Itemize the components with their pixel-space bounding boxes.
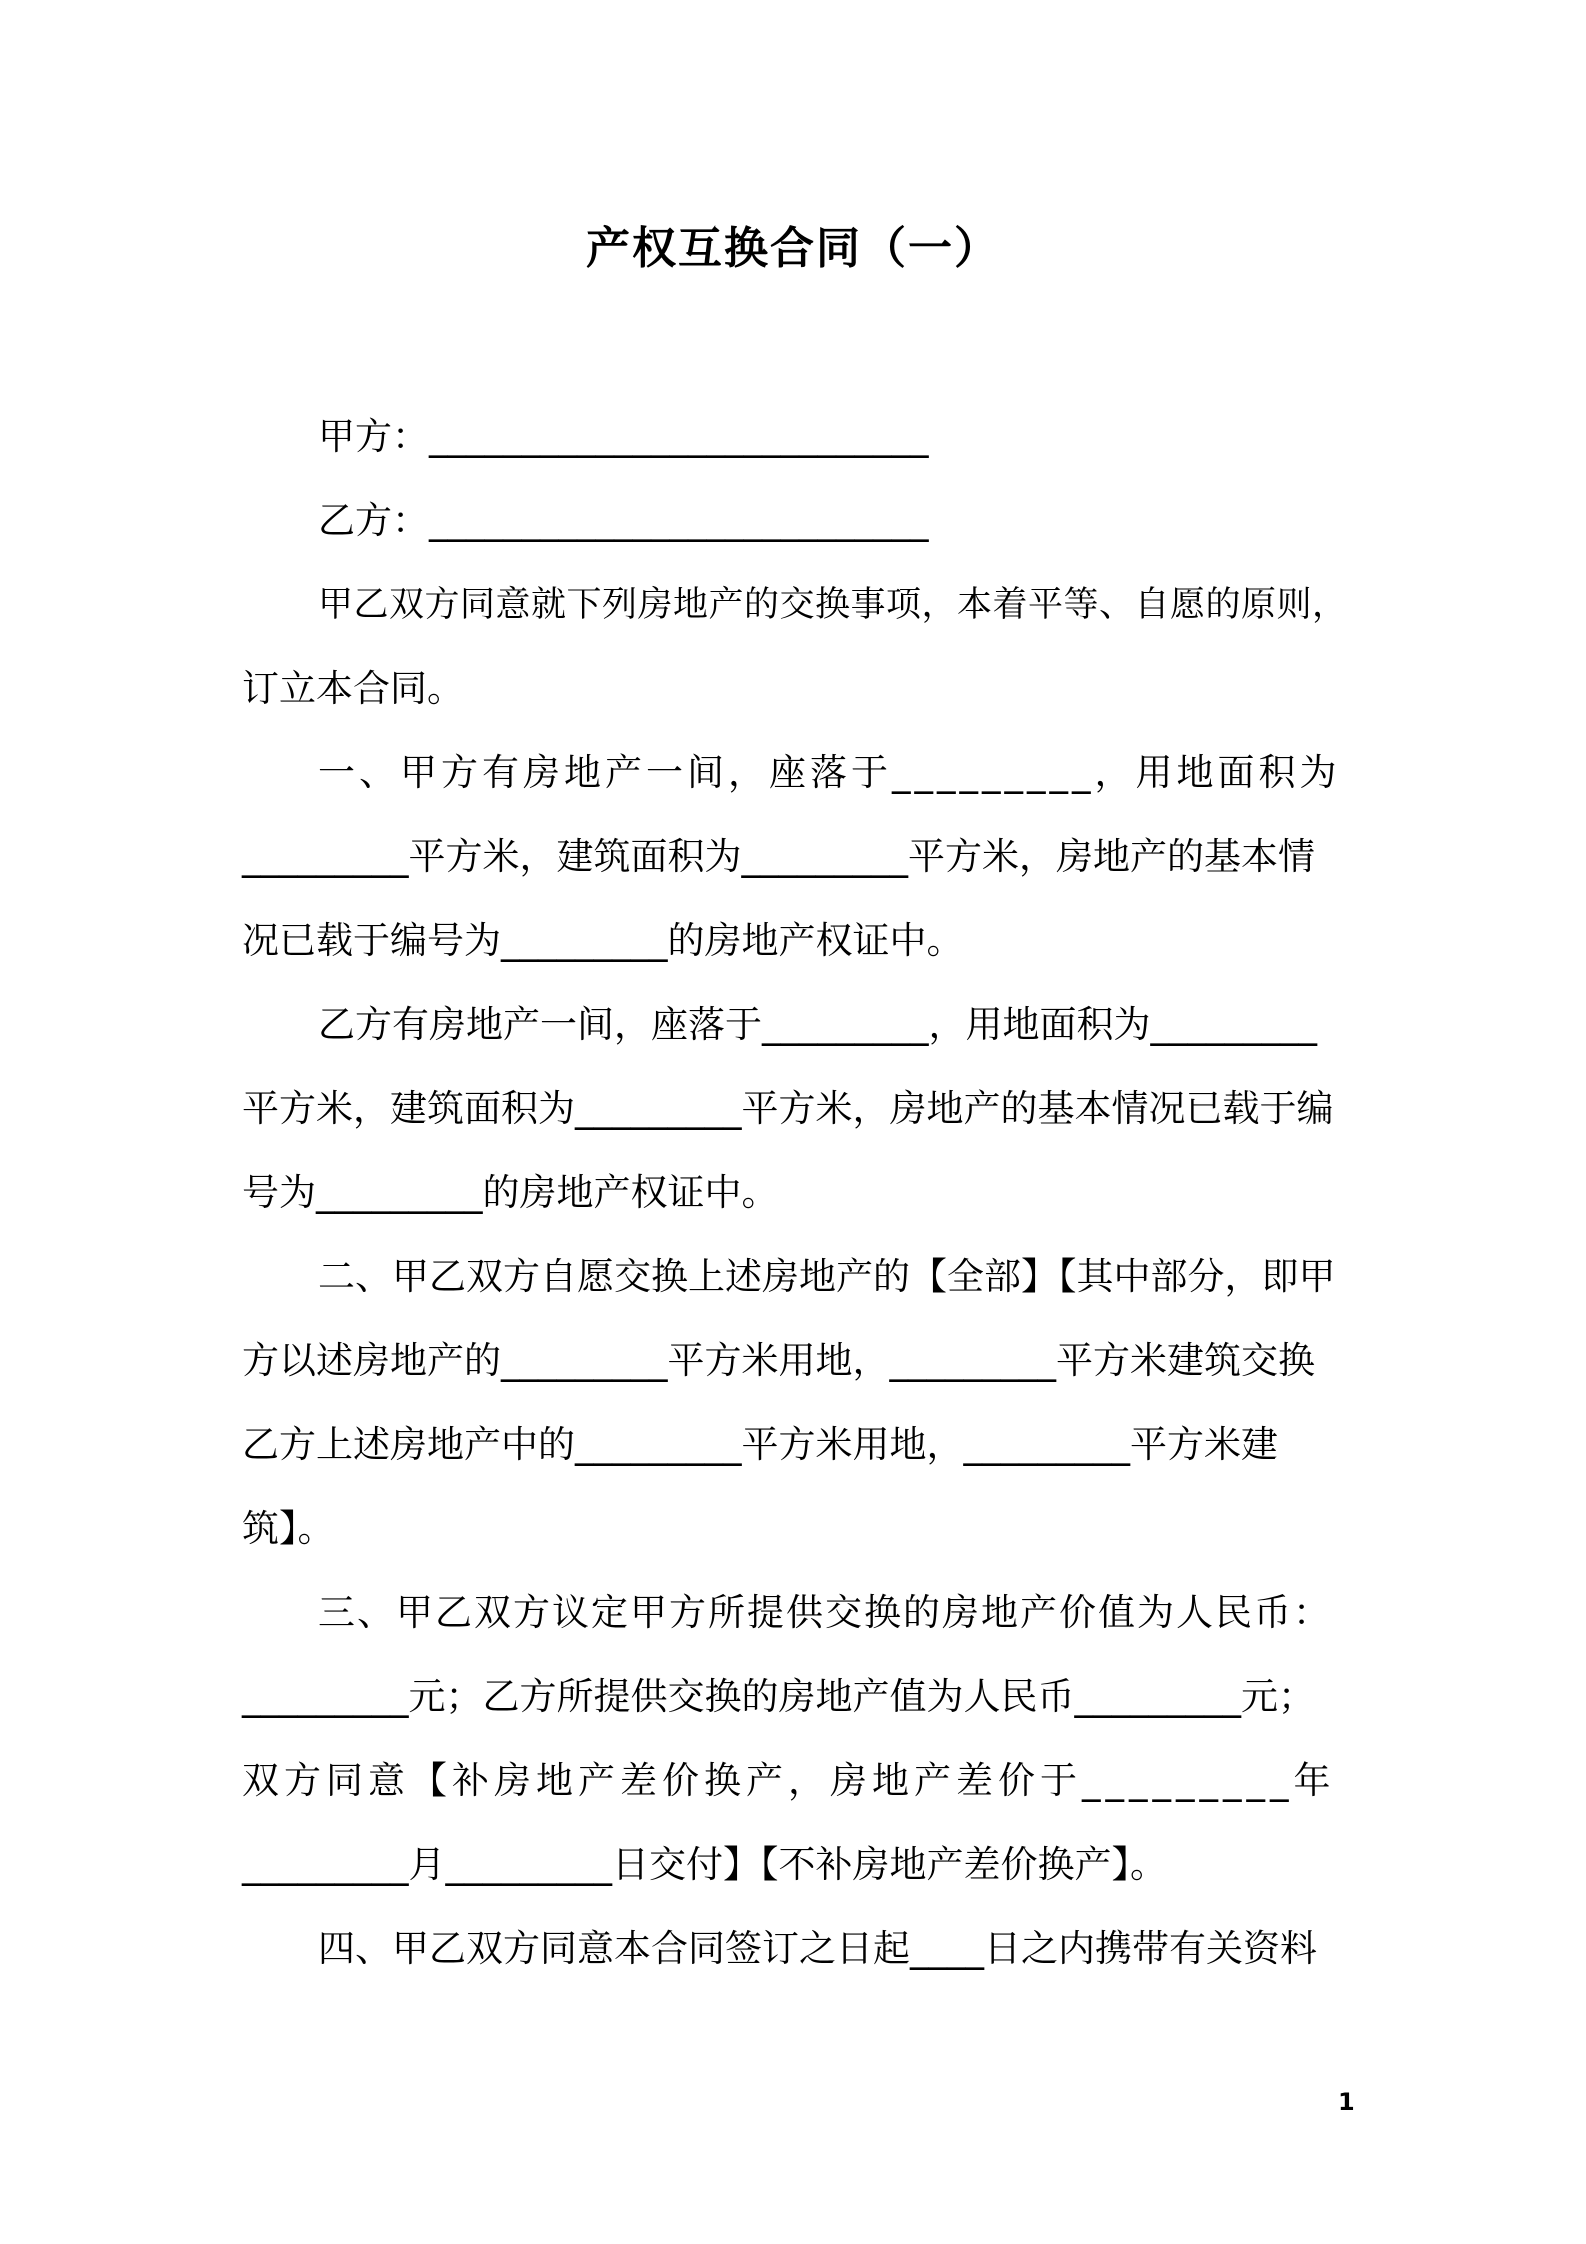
clause3-line-3: 双方同意【补房地产差价换产，房地产差价于_________年 (242, 1759, 1336, 1802)
page-number: 1 (1338, 2088, 1355, 2116)
clause2-line-4: 筑】。 (242, 1507, 335, 1550)
clause1b-line-3: 号为_________的房地产权证中。 (242, 1171, 779, 1214)
document-title: 产权互换合同（一） (586, 223, 1000, 274)
clause2-line-1: 二、甲乙双方自愿交换上述房地产的【全部】【其中部分，即甲 (318, 1255, 1336, 1298)
clause4-line-1: 四、甲乙双方同意本合同签订之日起____日之内携带有关资料 (318, 1927, 1317, 1970)
clause2-line-3: 乙方上述房地产中的_________平方米用地，_________平方米建 (242, 1423, 1278, 1466)
clause3-line-2: _________元；乙方所提供交换的房地产值为人民币_________元； (242, 1675, 1315, 1718)
clause1b-line-2: 平方米，建筑面积为_________平方米，房地产的基本情况已载于编 (242, 1087, 1334, 1130)
clause1-line-1: 一、甲方有房地产一间，座落于_________，用地面积为 (318, 751, 1341, 794)
clause1b-line-1: 乙方有房地产一间，座落于_________，用地面积为_________ (318, 1003, 1317, 1046)
clause3-line-4: _________月_________日交付】【不补房地产差价换产】。 (242, 1843, 1167, 1886)
party-b-line: 乙方：___________________________ (318, 499, 929, 542)
clause2-line-2: 方以述房地产的_________平方米用地，_________平方米建筑交换 (242, 1339, 1315, 1382)
intro-line-2: 订立本合同。 (242, 667, 464, 710)
intro-line-1: 甲乙双方同意就下列房地产的交换事项，本着平等、自愿的原则， (318, 585, 1348, 625)
clause3-line-1: 三、甲乙双方议定甲方所提供交换的房地产价值为人民币： (318, 1591, 1332, 1634)
party-a-line: 甲方：___________________________ (318, 415, 929, 458)
clause1-line-2: _________平方米，建筑面积为_________平方米，房地产的基本情 (242, 835, 1315, 878)
clause1-line-3: 况已载于编号为_________的房地产权证中。 (242, 919, 964, 962)
